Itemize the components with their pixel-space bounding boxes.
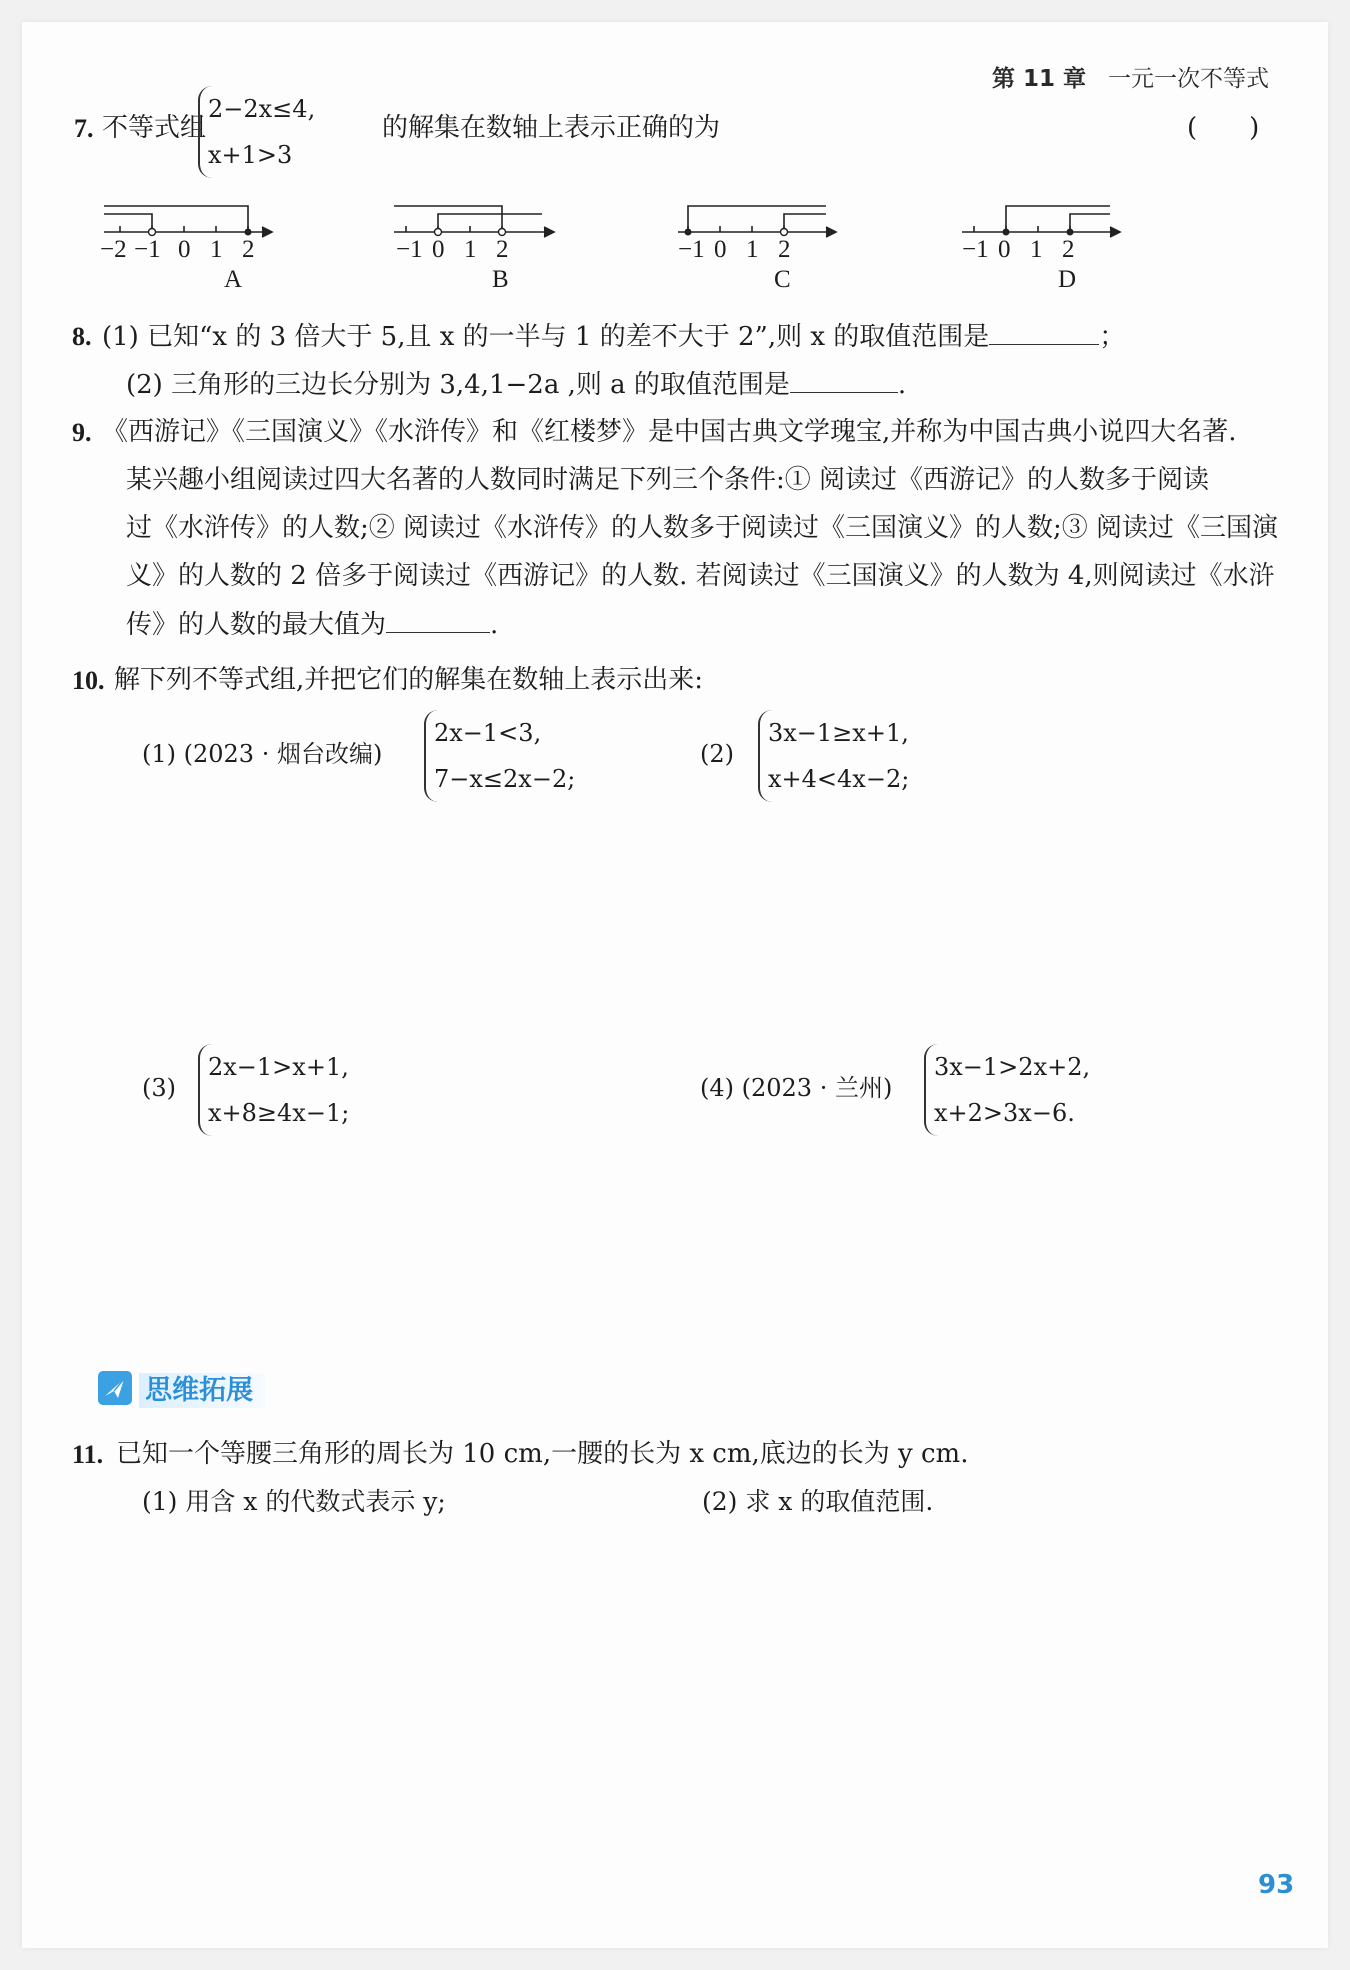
section-title: 思维拓展 [139, 1373, 265, 1408]
q11-part-2: (2) 求 x 的取值范围. [702, 1487, 934, 1516]
page-number: 93 [1258, 1870, 1295, 1900]
q10-part-2-label: (2) [700, 740, 734, 768]
option-c-letter[interactable]: C [774, 266, 791, 293]
tick-label: 0 [178, 236, 191, 263]
q9-line-3: 过《水浒传》的人数;② 阅读过《水浒传》的人数多于阅读过《三国演义》的人数;③ 阅读过《三国演 [126, 513, 1279, 543]
q7-lead: 不等式组 [102, 113, 207, 143]
q9-answer-blank[interactable] [386, 604, 490, 633]
q7-system [198, 86, 315, 178]
q8-part-2-text: (2) 三角形的三边长分别为 3,4,1−2a ,则 a 的取值范围是 [126, 370, 790, 400]
q7-system-line-1: 2−2x≤4, [208, 95, 316, 123]
chapter-number: 第 11 章 [992, 66, 1087, 92]
tick-label: 2 [496, 236, 509, 263]
q7-tail: 的解集在数轴上表示正确的为 [382, 113, 721, 143]
q7-number: 7. [74, 114, 94, 143]
q11-number: 11. [72, 1440, 104, 1469]
q9-number: 9. [72, 418, 92, 447]
tick-label: 2 [778, 236, 791, 263]
q10-part-1-line-1: 2x−1<3, [434, 719, 542, 747]
q9-line-2: 某兴趣小组阅读过四大名著的人数同时满足下列三个条件:① 阅读过《西游记》的人数多于阅读 [126, 465, 1210, 495]
q8-part-1 [102, 316, 1125, 357]
q8-part-1-text: (1) 已知“x 的 3 倍大于 5,且 x 的一半与 1 的差不大于 2”,则 x 的取值范围是 [102, 322, 990, 352]
q10-part-2-line-1: 3x−1≥x+1, [768, 719, 909, 747]
tick-label: 0 [714, 236, 727, 263]
q11-intro: 已知一个等腰三角形的周长为 10 cm,一腰的长为 x cm,底边的长为 y cm. [116, 1439, 969, 1469]
q7-system-line-2: x+1>3 [208, 141, 293, 169]
textbook-page [22, 22, 1328, 1948]
q9-line-1: 《西游记》《三国演义》《水浒传》和《红楼梦》是中国古典文学瑰宝,并称为中国古典小说四大名著. [102, 417, 1237, 447]
tick-label: 2 [1062, 236, 1075, 263]
q10-part-2-system [758, 710, 909, 802]
q8-number: 8. [72, 322, 92, 351]
q10-part-3-system [198, 1044, 349, 1136]
tick-label: −1 [962, 236, 989, 263]
q10-intro: 解下列不等式组,并把它们的解集在数轴上表示出来: [114, 665, 704, 695]
option-d-letter[interactable]: D [1058, 266, 1077, 293]
q10-part-4-line-1: 3x−1>2x+2, [934, 1053, 1091, 1081]
q8-part-2-end: . [897, 370, 907, 400]
q9-line-5 [126, 604, 498, 645]
tick-label: 1 [210, 236, 223, 263]
tick-label: −1 [678, 236, 705, 263]
number-line-b [394, 206, 554, 237]
q10-part-3-line-2: x+8≥4x−1; [208, 1099, 350, 1127]
tick-label: 1 [746, 236, 759, 263]
q10-part-1-system [424, 710, 575, 802]
chapter-header [992, 60, 1269, 93]
tick-label: 0 [998, 236, 1011, 263]
tick-label: −2 [100, 236, 127, 263]
q10-part-1-line-2: 7−x≤2x−2; [434, 765, 576, 793]
chapter-title: 一元一次不等式 [1107, 66, 1269, 92]
q10-part-3-label: (3) [142, 1074, 176, 1102]
q10-part-4-line-2: x+2>3x−6. [934, 1099, 1075, 1127]
tick-label: −1 [134, 236, 161, 263]
q9-line-5-end: . [490, 610, 499, 640]
q10-part-3-line-1: 2x−1>x+1, [208, 1053, 349, 1081]
q10-number: 10. [72, 666, 105, 695]
q10-part-1-label: (1) (2023 · 烟台改编) [142, 740, 383, 768]
option-a-letter[interactable]: A [224, 266, 243, 293]
q9-line-5-text: 传》的人数的最大值为 [126, 610, 387, 640]
tick-label: 2 [242, 236, 255, 263]
q10-part-4-system [924, 1044, 1090, 1136]
tick-label: 1 [1030, 236, 1043, 263]
q10-part-4-label: (4) (2023 · 兰州) [700, 1074, 893, 1102]
section-heading [96, 1368, 265, 1407]
q8-answer-blank-2[interactable] [790, 364, 898, 393]
option-b-letter[interactable]: B [492, 266, 509, 293]
tick-label: −1 [396, 236, 423, 263]
q9-line-4: 义》的人数的 2 倍多于阅读过《西游记》的人数. 若阅读过《三国演义》的人数为 4,则阅读过《水浒 [126, 561, 1275, 591]
q10-part-2-line-2: x+4<4x−2; [768, 765, 910, 793]
q8-part-2 [126, 364, 906, 405]
q11-part-1: (1) 用含 x 的代数式表示 y; [142, 1487, 446, 1516]
q7-answer-paren: ( ) [1187, 113, 1260, 143]
tick-label: 0 [432, 236, 445, 263]
q8-answer-blank-1[interactable] [989, 316, 1099, 345]
expand-thinking-icon [96, 1369, 134, 1407]
tick-label: 1 [464, 236, 477, 263]
q8-part-1-end: ； [1099, 322, 1126, 352]
number-line-c [678, 206, 836, 237]
number-line-d [962, 206, 1120, 237]
